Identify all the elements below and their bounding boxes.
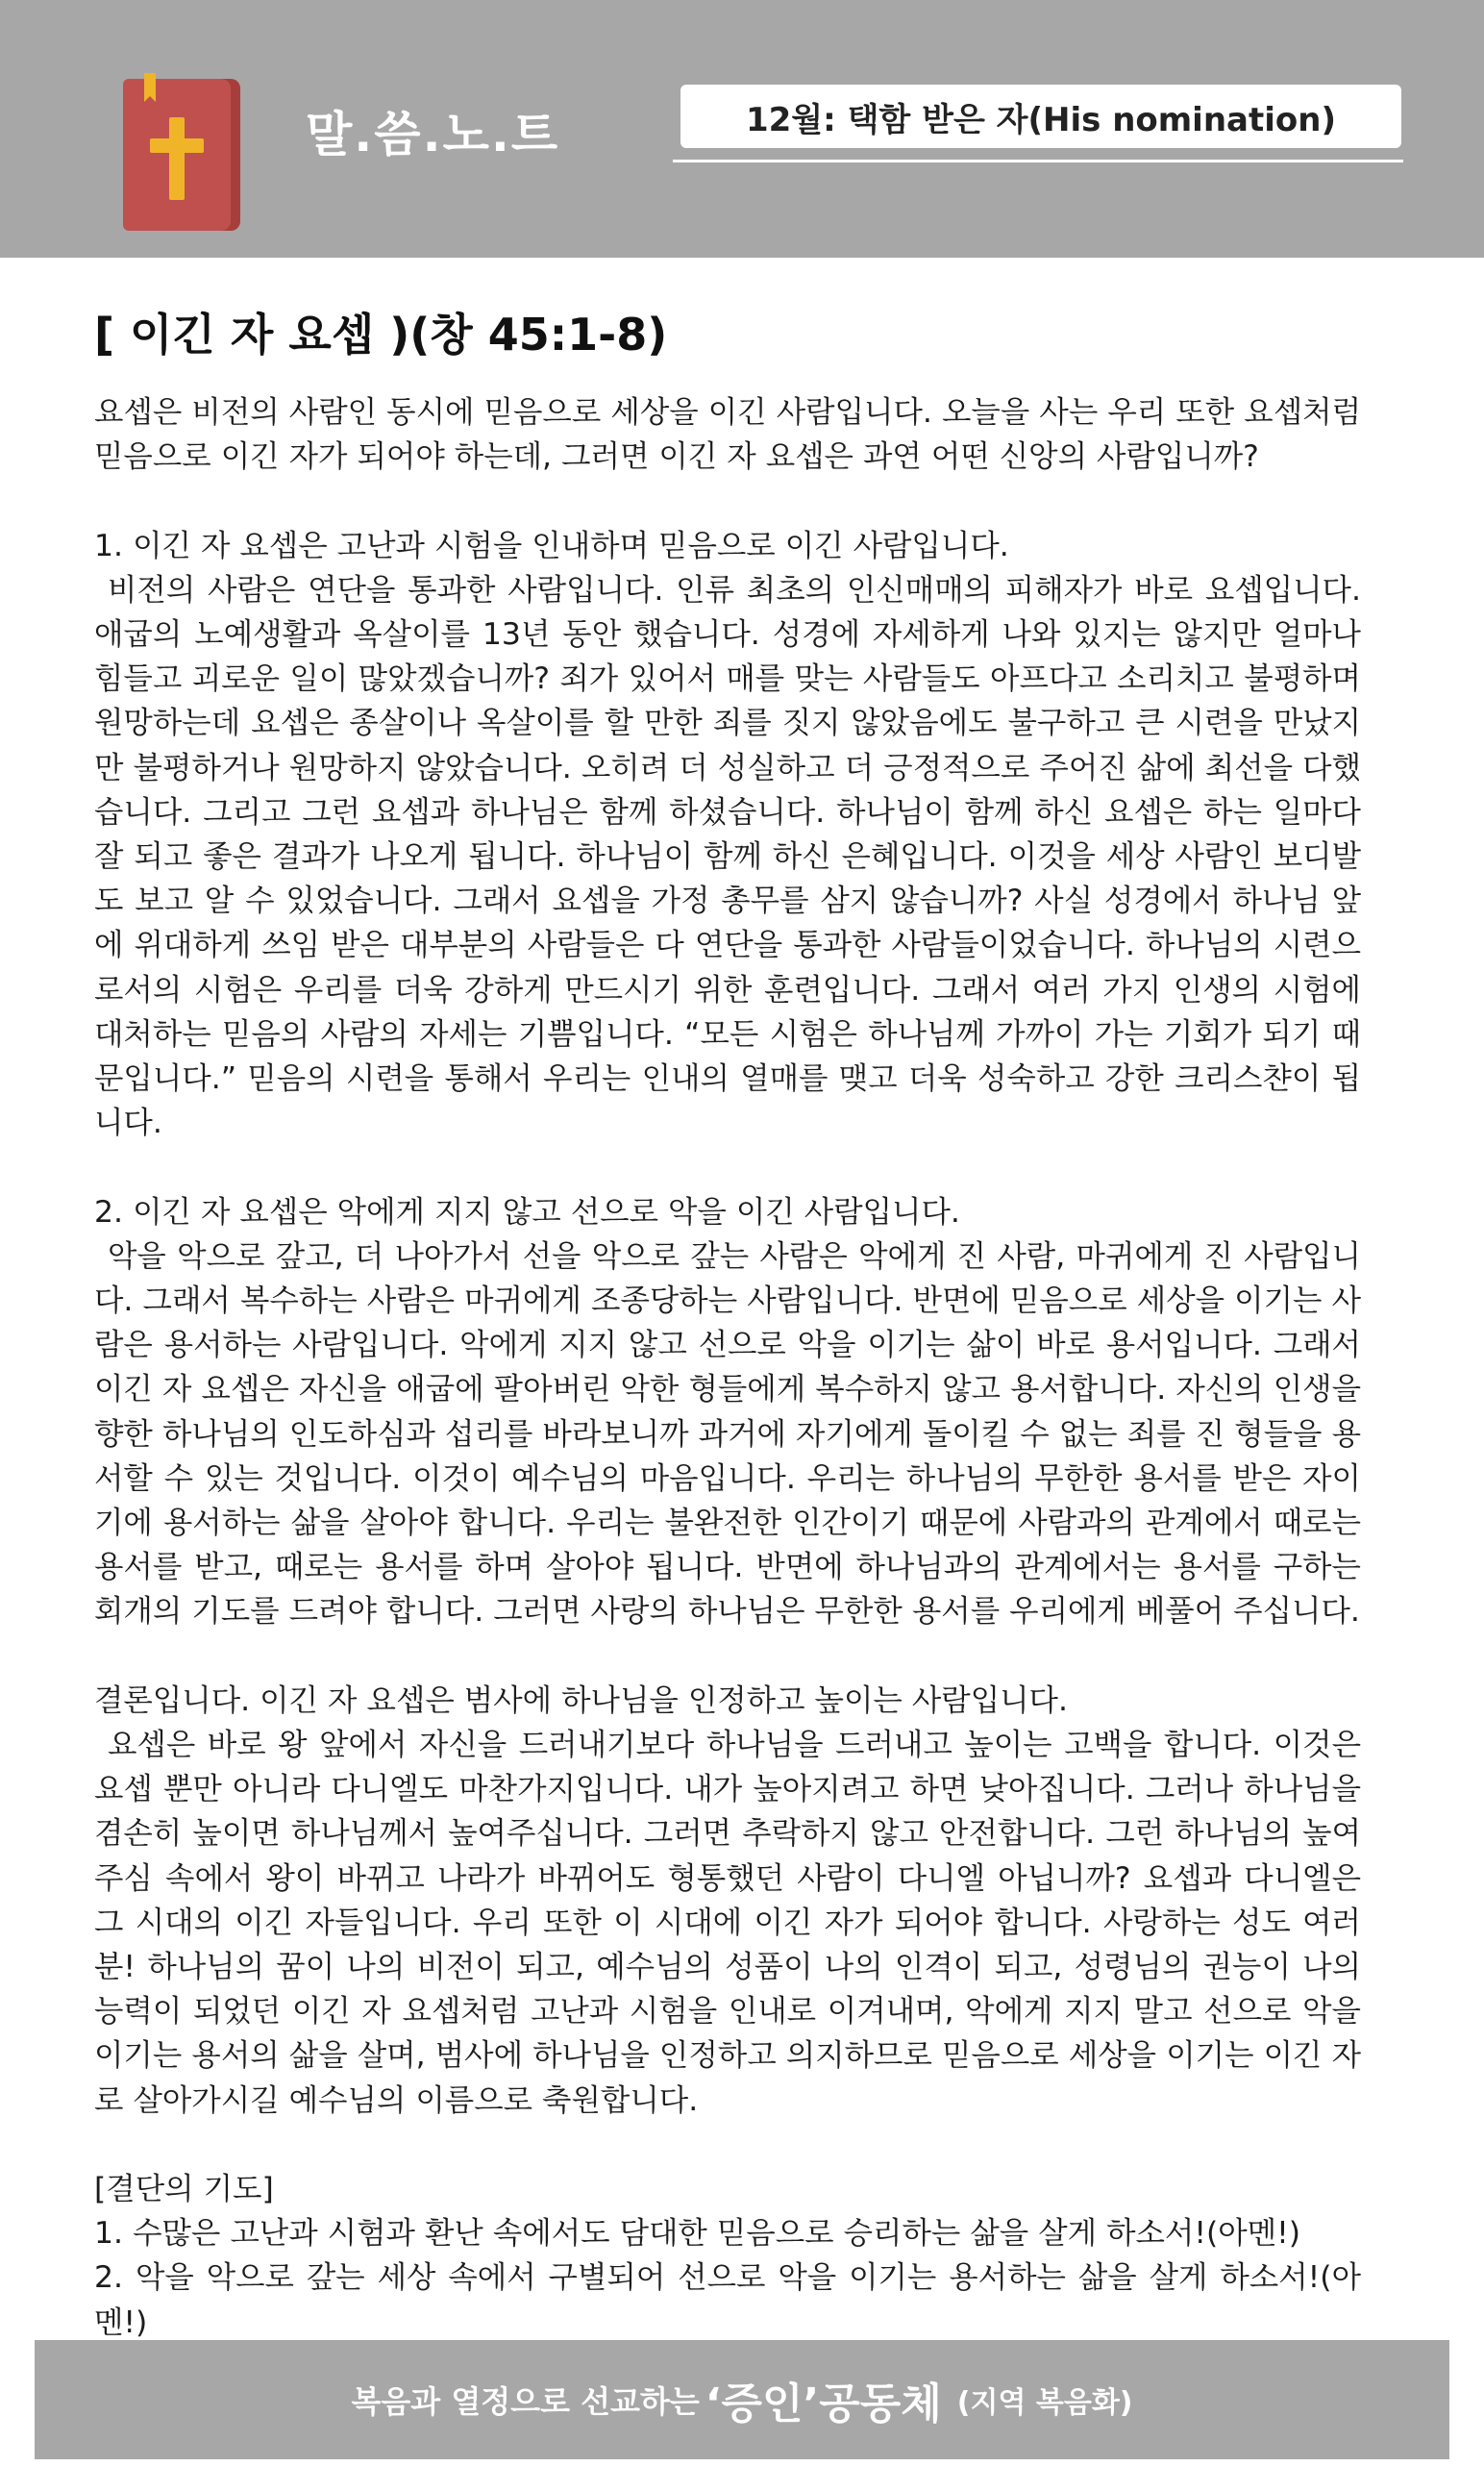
conclusion-heading: 결론입니다. 이긴 자 요셉은 범사에 하나님을 인정하고 높이는 사람입니다. xyxy=(94,1682,1069,1718)
brand-title: 말.씀.노.트 xyxy=(306,107,560,162)
prayer-heading: [결단의 기도] xyxy=(94,2172,274,2207)
header-banner xyxy=(0,0,1484,258)
intro-paragraph: 요셉은 비전의 사람인 동시에 믿음으로 세상을 이긴 사람입니다. 오늘을 사는 우리 또한 요셉처럼 믿음으로 이긴 자가 되어야 하는데, 그러면 이긴 자 요셉은 과연 어떤 신앙의 사람입니까? xyxy=(94,395,1361,475)
prayer-item-1: 1. 수많은 고난과 시험과 환난 속에서도 담대한 믿음으로 승리하는 삶을 살게 하소서!(아멘!) xyxy=(94,2216,1301,2252)
month-theme: 12월: 택함 받은 자(His nomination) xyxy=(745,100,1336,139)
sermon-body xyxy=(94,390,1361,2433)
prayer-item-2: 2. 악을 악으로 갚는 세상 속에서 구별되어 선으로 악을 이기는 용서하는 삶을 살게 하소서!(아멘!) xyxy=(94,2260,1361,2340)
footer-banner xyxy=(35,2340,1449,2459)
month-theme-box xyxy=(680,85,1401,148)
section-2-body: 악을 악으로 갚고, 더 나아가서 선을 악으로 갚는 사람은 악에게 진 사람, 마귀에게 진 사람입니다. 그래서 복수하는 사람은 마귀에게 조종당하는 사람입니다. 반면에 믿음으로 세상을 이기는 사람은 용서하는 사람입니다. 악에게 지지 않고 선으로 악을 이기는 삶이 바로 용서입니다. 그래서 이긴 자 요셉은 자신을 애굽에 팔아버린 악한 형들에게 복수하지 않고 용서합니다. 자신의 인생을 향한 하나님의 인도하심과 섭리를 바라보니까 과거에 자기에게 돌이킬 수 없는 죄를 진 형들을 용서할 수 있는 것입니다. 이것이 예수님의 마음입니다. 우리는 하나님의 무한한 용서를 받은 자이기에 용서하는 삶을 살아야 합니다. 우리는 불완전한 인간이기 때문에 사람과의 관계에서 때로는 용서를 받고, 때로는 용서를 하며 살아야 됩니다. 반면에 하나님과의 관계에서는 용서를 구하는 회개의 기도를 드려야 합니다. 그러면 사랑의 하나님은 무한한 용서를 우리에게 베풀어 주십니다. xyxy=(94,1238,1361,1630)
page-title: [ 이긴 자 요셉 )(창 45:1-8) xyxy=(94,309,668,361)
bookmark-ribbon-icon xyxy=(144,73,156,102)
bible-cross-icon xyxy=(123,79,240,231)
header-divider xyxy=(673,160,1403,162)
footer-highlight: ‘증인’공동체 xyxy=(705,2379,942,2429)
section-1-body: 비전의 사람은 연단을 통과한 사람입니다. 인류 최초의 인신매매의 피해자가 바로 요셉입니다. 애굽의 노예생활과 옥살이를 13년 동안 했습니다. 성경에 자세하게 나와 있지는 않지만 얼마나 힘들고 괴로운 일이 많았겠습니까? 죄가 있어서 매를 맞는 사람들도 아프다고 소리치고 불평하며 원망하는데 요셉은 종살이나 옥살이를 할 만한 죄를 짓지 않았음에도 불구하고 큰 시련을 만났지만 불평하거나 원망하지 않았습니다. 오히려 더 성실하고 더 긍정적으로 주어진 삶에 최선을 다했습니다. 그리고 그런 요셉과 하나님은 함께 하셨습니다. 하나님이 함께 하신 요셉은 하는 일마다 잘 되고 좋은 결과가 나오게 됩니다. 하나님이 함께 하신 은혜입니다. 이것을 세상 사람인 보디발도 보고 알 수 있었습니다. 그래서 요셉을 가정 총무를 삼지 않습니까? 사실 성경에서 하나님 앞에 위대하게 쓰임 받은 대부분의 사람들은 다 연단을 통과한 사람들이었습니다. 하나님의 시련으로서의 시험은 우리를 더욱 강하게 만드시기 위한 훈련입니다. 그래서 여러 가지 인생의 시험에 대처하는 믿음의 사람의 자세는 기쁨입니다. “모든 시험은 하나님께 가까이 가는 기회가 되기 때문입니다.” 믿음의 시련을 통해서 우리는 인내의 열매를 맺고 더욱 성숙하고 강한 크리스챤이 됩니다. xyxy=(94,572,1361,1141)
conclusion-body: 요셉은 바로 왕 앞에서 자신을 드러내기보다 하나님을 드러내고 높이는 고백을 합니다. 이것은 요셉 뿐만 아니라 다니엘도 마찬가지입니다. 내가 높아지려고 하면 낮아집니다. 그러나 하나님을 겸손히 높이면 하나님께서 높여주십니다. 그러면 추락하지 않고 안전합니다. 그런 하나님의 높여주심 속에서 왕이 바뀌고 나라가 바뀌어도 형통했던 사람이 다니엘 아닙니까? 요셉과 다니엘은 그 시대의 이긴 자들입니다. 우리 또한 이 시대에 이긴 자가 되어야 합니다. 사랑하는 성도 여러분! 하나님의 꿈이 나의 비전이 되고, 예수님의 성품이 나의 인격이 되고, 성령님의 권능이 나의 능력이 되었던 이긴 자 요셉처럼 고난과 시험을 인내로 이겨내며, 악에게 지지 말고 선으로 악을 이기는 용서의 삶을 살며, 범사에 하나님을 인정하고 의지하므로 믿음으로 세상을 이기는 이긴 자로 살아가시길 예수님의 이름으로 축원합니다. xyxy=(94,1728,1361,2118)
section-1-heading: 1. 이긴 자 요셉은 고난과 시험을 인내하며 믿음으로 이긴 사람입니다. xyxy=(94,528,1009,563)
footer-suffix: (지역 복음화) xyxy=(956,2386,1133,2420)
footer-prefix: 복음과 열정으로 선교하는 xyxy=(351,2383,700,2420)
section-2-heading: 2. 이긴 자 요셉은 악에게 지지 않고 선으로 악을 이긴 사람입니다. xyxy=(94,1194,960,1230)
